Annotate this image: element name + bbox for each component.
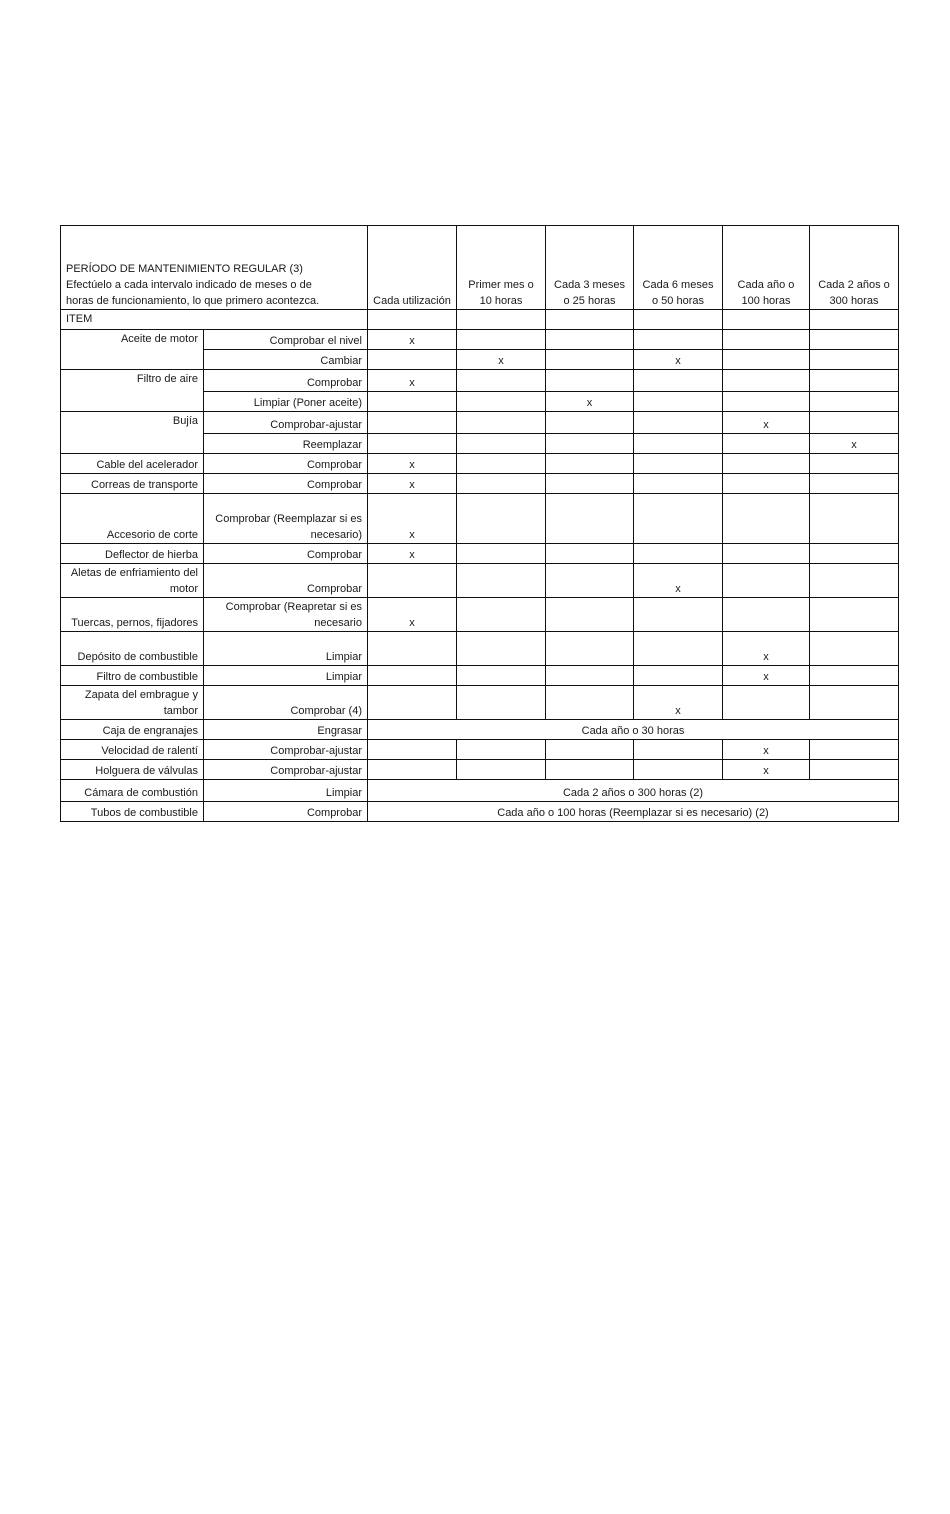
interval-mark-cell — [546, 370, 634, 392]
interval-mark-cell — [546, 434, 634, 454]
interval-mark-cell: x — [723, 412, 810, 434]
interval-mark-cell — [546, 412, 634, 434]
interval-mark-cell — [810, 544, 899, 564]
interval-mark-cell — [457, 760, 546, 780]
interval-mark-cell — [546, 666, 634, 686]
action-cell: Comprobar-ajustar — [204, 760, 368, 780]
interval-mark-cell — [368, 564, 457, 598]
interval-mark-cell: x — [723, 666, 810, 686]
item-label: ITEM — [61, 310, 368, 330]
interval-mark-cell — [457, 392, 546, 412]
interval-mark-cell: x — [546, 392, 634, 412]
interval-mark-cell: x — [723, 740, 810, 760]
interval-mark-cell — [810, 350, 899, 370]
interval-mark-cell — [723, 330, 810, 350]
interval-mark-cell — [723, 474, 810, 494]
interval-mark-cell — [457, 564, 546, 598]
table-row — [61, 330, 899, 350]
component-cell: Tuercas, pernos, fijadores — [61, 598, 204, 632]
action-cell: Comprobar — [204, 454, 368, 474]
interval-mark-cell — [810, 598, 899, 632]
interval-note-cell: Cada año o 30 horas — [368, 720, 899, 740]
table-row — [61, 544, 899, 564]
interval-mark-cell — [723, 392, 810, 412]
interval-mark-cell: x — [368, 454, 457, 474]
interval-mark-cell — [457, 686, 546, 720]
interval-mark-cell — [368, 740, 457, 760]
interval-mark-cell — [457, 632, 546, 666]
interval-mark-cell — [457, 494, 546, 544]
interval-mark-cell — [546, 454, 634, 474]
interval-mark-cell — [546, 632, 634, 666]
interval-mark-cell: x — [368, 370, 457, 392]
interval-mark-cell: x — [723, 632, 810, 666]
interval-mark-cell — [634, 598, 723, 632]
interval-mark-cell — [723, 434, 810, 454]
action-cell: Comprobar (Reemplazar si es necesario) — [204, 494, 368, 544]
table-row — [61, 802, 899, 822]
interval-mark-cell — [457, 330, 546, 350]
interval-mark-cell — [368, 392, 457, 412]
table-row — [61, 474, 899, 494]
component-cell: Filtro de aire — [61, 370, 204, 412]
action-cell: Limpiar — [204, 666, 368, 686]
component-cell: Cable del acelerador — [61, 454, 204, 474]
component-cell: Zapata del embrague y tambor — [61, 686, 204, 720]
action-cell: Comprobar — [204, 564, 368, 598]
interval-mark-cell — [634, 544, 723, 564]
interval-mark-cell — [634, 494, 723, 544]
interval-mark-cell — [634, 392, 723, 412]
interval-mark-cell — [546, 494, 634, 544]
interval-mark-cell — [457, 434, 546, 454]
table-row — [61, 780, 899, 802]
interval-mark-cell: x — [368, 474, 457, 494]
interval-mark-cell — [810, 330, 899, 350]
interval-mark-cell — [546, 330, 634, 350]
table-title: PERÍODO DE MANTENIMIENTO REGULAR (3) — [66, 263, 303, 275]
component-cell: Velocidad de ralentí — [61, 740, 204, 760]
interval-mark-cell — [457, 474, 546, 494]
interval-mark-cell: x — [368, 330, 457, 350]
action-cell: Comprobar (Reapretar si es necesario — [204, 598, 368, 632]
interval-mark-cell — [368, 760, 457, 780]
interval-mark-cell — [723, 564, 810, 598]
interval-mark-cell — [546, 544, 634, 564]
action-cell: Comprobar — [204, 474, 368, 494]
table-title-cell — [61, 226, 368, 310]
table-row — [61, 564, 899, 598]
table-row — [61, 412, 899, 434]
table-row — [61, 632, 899, 666]
interval-mark-cell — [546, 564, 634, 598]
component-cell: Caja de engranajes — [61, 720, 204, 740]
table-row — [61, 760, 899, 780]
interval-mark-cell — [723, 454, 810, 474]
component-cell: Bujía — [61, 412, 204, 454]
interval-mark-cell: x — [634, 564, 723, 598]
interval-note-cell: Cada 2 años o 300 horas (2) — [368, 780, 899, 802]
action-cell: Comprobar (4) — [204, 686, 368, 720]
interval-mark-cell — [810, 740, 899, 760]
interval-mark-cell — [546, 474, 634, 494]
interval-mark-cell — [634, 740, 723, 760]
interval-mark-cell — [368, 686, 457, 720]
interval-mark-cell — [810, 474, 899, 494]
interval-mark-cell: x — [368, 544, 457, 564]
action-cell: Comprobar el nivel — [204, 330, 368, 350]
column-header: Cada utilización — [368, 226, 457, 310]
interval-mark-cell — [723, 370, 810, 392]
interval-mark-cell — [634, 370, 723, 392]
interval-mark-cell — [810, 412, 899, 434]
interval-mark-cell — [368, 666, 457, 686]
interval-mark-cell: x — [723, 760, 810, 780]
component-cell: Aceite de motor — [61, 330, 204, 370]
action-cell: Limpiar (Poner aceite) — [204, 392, 368, 412]
interval-mark-cell — [723, 598, 810, 632]
interval-mark-cell — [546, 686, 634, 720]
interval-mark-cell — [810, 686, 899, 720]
table-row — [61, 666, 899, 686]
column-header: Primer mes o 10 horas — [457, 226, 546, 310]
interval-mark-cell — [457, 740, 546, 760]
interval-mark-cell — [634, 666, 723, 686]
interval-mark-cell — [634, 632, 723, 666]
table-subtitle-line-2: horas de funcionamiento, lo que primero acontezca. — [66, 295, 320, 307]
action-cell: Engrasar — [204, 720, 368, 740]
interval-mark-cell — [546, 740, 634, 760]
interval-mark-cell — [723, 350, 810, 370]
action-cell: Comprobar — [204, 544, 368, 564]
action-cell: Limpiar — [204, 632, 368, 666]
interval-mark-cell — [634, 434, 723, 454]
action-cell: Reemplazar — [204, 434, 368, 454]
interval-mark-cell — [457, 454, 546, 474]
interval-mark-cell: x — [634, 686, 723, 720]
interval-mark-cell: x — [368, 598, 457, 632]
action-cell: Comprobar-ajustar — [204, 412, 368, 434]
interval-mark-cell — [457, 598, 546, 632]
component-cell: Cámara de combustión — [61, 780, 204, 802]
table-row — [61, 454, 899, 474]
interval-mark-cell — [810, 392, 899, 412]
interval-mark-cell — [546, 350, 634, 370]
action-cell: Comprobar — [204, 802, 368, 822]
interval-mark-cell — [810, 632, 899, 666]
interval-mark-cell — [634, 474, 723, 494]
component-cell: Accesorio de corte — [61, 494, 204, 544]
interval-mark-cell: x — [457, 350, 546, 370]
table-row — [61, 686, 899, 720]
interval-mark-cell — [368, 434, 457, 454]
action-cell: Comprobar — [204, 370, 368, 392]
component-cell: Correas de transporte — [61, 474, 204, 494]
interval-mark-cell — [368, 632, 457, 666]
column-header: Cada 2 años o 300 horas — [810, 226, 899, 310]
table-row — [61, 494, 899, 544]
interval-mark-cell — [810, 666, 899, 686]
interval-mark-cell — [634, 454, 723, 474]
interval-mark-cell: x — [368, 494, 457, 544]
interval-mark-cell: x — [634, 350, 723, 370]
component-cell: Tubos de combustible — [61, 802, 204, 822]
interval-mark-cell — [634, 760, 723, 780]
interval-mark-cell — [457, 412, 546, 434]
component-cell: Depósito de combustible — [61, 632, 204, 666]
interval-mark-cell — [546, 760, 634, 780]
interval-mark-cell — [810, 760, 899, 780]
header-row — [61, 226, 899, 310]
interval-mark-cell — [810, 454, 899, 474]
interval-mark-cell — [634, 412, 723, 434]
item-label-row — [61, 310, 899, 330]
component-cell: Aletas de enfriamiento del motor — [61, 564, 204, 598]
interval-mark-cell — [457, 370, 546, 392]
action-cell: Comprobar-ajustar — [204, 740, 368, 760]
component-cell: Filtro de combustible — [61, 666, 204, 686]
column-header: Cada 3 meses o 25 horas — [546, 226, 634, 310]
interval-mark-cell — [810, 370, 899, 392]
action-cell: Limpiar — [204, 780, 368, 802]
maintenance-table — [60, 225, 899, 822]
interval-note-cell: Cada año o 100 horas (Reemplazar si es necesario) (2) — [368, 802, 899, 822]
interval-mark-cell — [634, 330, 723, 350]
table-row — [61, 740, 899, 760]
table-subtitle-line-1: Efectúelo a cada intervalo indicado de meses o de — [66, 279, 312, 291]
interval-mark-cell — [810, 494, 899, 544]
interval-mark-cell — [368, 350, 457, 370]
interval-mark-cell — [810, 564, 899, 598]
table-row — [61, 720, 899, 740]
component-cell: Holguera de válvulas — [61, 760, 204, 780]
component-cell: Deflector de hierba — [61, 544, 204, 564]
interval-mark-cell — [457, 666, 546, 686]
column-header: Cada año o 100 horas — [723, 226, 810, 310]
action-cell: Cambiar — [204, 350, 368, 370]
interval-mark-cell: x — [810, 434, 899, 454]
interval-mark-cell — [457, 544, 546, 564]
interval-mark-cell — [723, 494, 810, 544]
column-header: Cada 6 meses o 50 horas — [634, 226, 723, 310]
table-row — [61, 370, 899, 392]
interval-mark-cell — [723, 544, 810, 564]
table-row — [61, 598, 899, 632]
table-body — [61, 330, 899, 822]
interval-mark-cell — [368, 412, 457, 434]
interval-mark-cell — [546, 598, 634, 632]
interval-mark-cell — [723, 686, 810, 720]
